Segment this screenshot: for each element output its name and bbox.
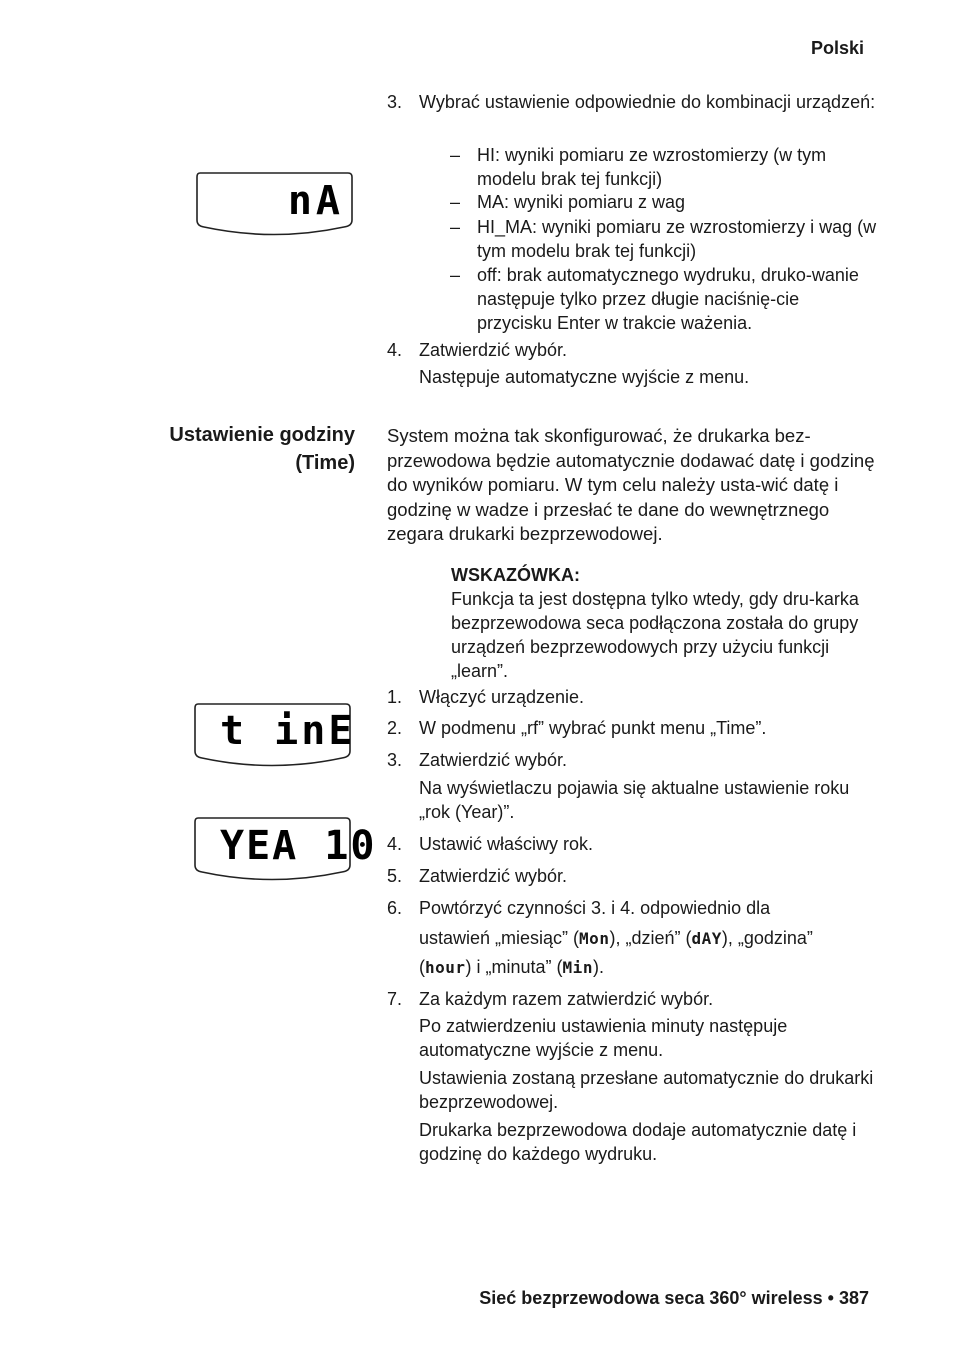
- list-item-note: Ustawienia zostaną przesłane automatycznie do drukarki bezprzewodowej.: [419, 1068, 874, 1112]
- list-item-text: Powtórzyć czynności 3. i 4. odpowiednio dla: [419, 898, 771, 918]
- page-footer: Sieć bezprzewodowa seca 360° wireless • 387: [479, 1288, 869, 1308]
- lcd-text: nA: [287, 178, 344, 224]
- note-text: Funkcja ta jest dostępna tylko wtedy, gdy dru-karka bezprzewodowa seca podłączona została do grupy urządzeń bezprzewodowych przy użyciu funkcji „learn”.: [451, 589, 859, 681]
- list-item-note: Po zatwierdzeniu ustawienia minuty następuje automatyczne wyjście z menu.: [419, 1016, 788, 1060]
- list-item: 2. W podmenu „rf” wybrać punkt menu „Time”.: [387, 716, 887, 740]
- list-item: 4. Ustawić właściwy rok.: [387, 832, 887, 856]
- list-item-text: Ustawić właściwy rok.: [419, 834, 594, 854]
- list-item-text: Za każdym razem zatwierdzić wybór.: [419, 989, 714, 1009]
- section-intro: System można tak skonfigurować, że drukarka bez-przewodowa będzie automatycznie dodawać datę i godzinę do wyników pomiaru. W tym celu należy usta-wić datę i godzinę w wadze i przesłać te dane do wewnętrznego zegara drukarki bezprzewodowej.: [387, 425, 875, 544]
- lcd-text: t inE: [220, 708, 356, 754]
- list-item: 1. Włączyć urządzenie.: [387, 685, 887, 709]
- lcd-display-ma: [194, 170, 356, 238]
- list-item-text: W podmenu „rf” wybrać punkt menu „Time”.: [419, 718, 767, 738]
- note-box: [451, 563, 871, 683]
- lcd-text: YEA 10: [220, 823, 377, 869]
- lcd-display-time: [192, 701, 354, 769]
- list-item-text: Zatwierdzić wybór.: [419, 750, 568, 770]
- sub-list-item: – HI_MA: wyniki pomiaru ze wzrostomierzy i wag (w tym modelu brak tej funkcji): [450, 217, 877, 261]
- list-item: 5. Zatwierdzić wybór.: [387, 864, 887, 888]
- note-title: WSKAZÓWKA:: [451, 565, 580, 585]
- section-heading: Ustawienie godziny (Time): [169, 424, 355, 474]
- list-item: 3. Wybrać ustawienie odpowiednie do kombinacji urządzeń:: [387, 90, 887, 130]
- list-item-text: Zatwierdzić wybór.: [419, 340, 568, 360]
- lcd-inline-day: dAY: [691, 929, 722, 948]
- list-item-text: Zatwierdzić wybór.: [419, 866, 568, 886]
- list-item: 7. Za każdym razem zatwierdzić wybór.: [387, 987, 887, 1011]
- list-item-continuation: (hour) i „minuta” (Min).: [419, 957, 604, 977]
- lcd-inline-hour: hour: [425, 958, 466, 977]
- lcd-inline-month: Mon: [579, 929, 610, 948]
- list-item-text: Wybrać ustawienie odpowiednie do kombinacji urządzeń:: [419, 92, 876, 112]
- list-item-note: Drukarka bezprzewodowa dodaje automatycznie datę i godzinę do każdego wydruku.: [419, 1120, 857, 1164]
- list-item: 3. Zatwierdzić wybór.: [387, 748, 887, 772]
- sub-list-item: – HI: wyniki pomiaru ze wzrostomierzy (w tym modelu brak tej funkcji): [450, 145, 827, 189]
- list-item: 6. Powtórzyć czynności 3. i 4. odpowiednio dla: [387, 896, 887, 920]
- list-item-continuation: ustawień „miesiąc” (Mon), „dzień” (dAY), „godzina”: [419, 928, 813, 948]
- sub-list-item: – MA: wyniki pomiaru z wag: [450, 192, 686, 212]
- sub-list-item: – off: brak automatycznego wydruku, druko-wanie następuje tylko przez długie naciśnię-cie przycisku Enter w trakcie ważenia.: [450, 265, 859, 333]
- lcd-display-year: [192, 815, 377, 883]
- lcd-inline-minute: Min: [562, 958, 593, 977]
- list-item-text: Włączyć urządzenie.: [419, 687, 585, 707]
- list-item: 4. Zatwierdzić wybór.: [387, 338, 887, 362]
- list-item-note: Na wyświetlaczu pojawia się aktualne ustawienie roku „rok (Year)”.: [419, 778, 850, 822]
- list-item-note: Następuje automatyczne wyjście z menu.: [419, 367, 750, 387]
- page-language-label: Polski: [810, 38, 864, 58]
